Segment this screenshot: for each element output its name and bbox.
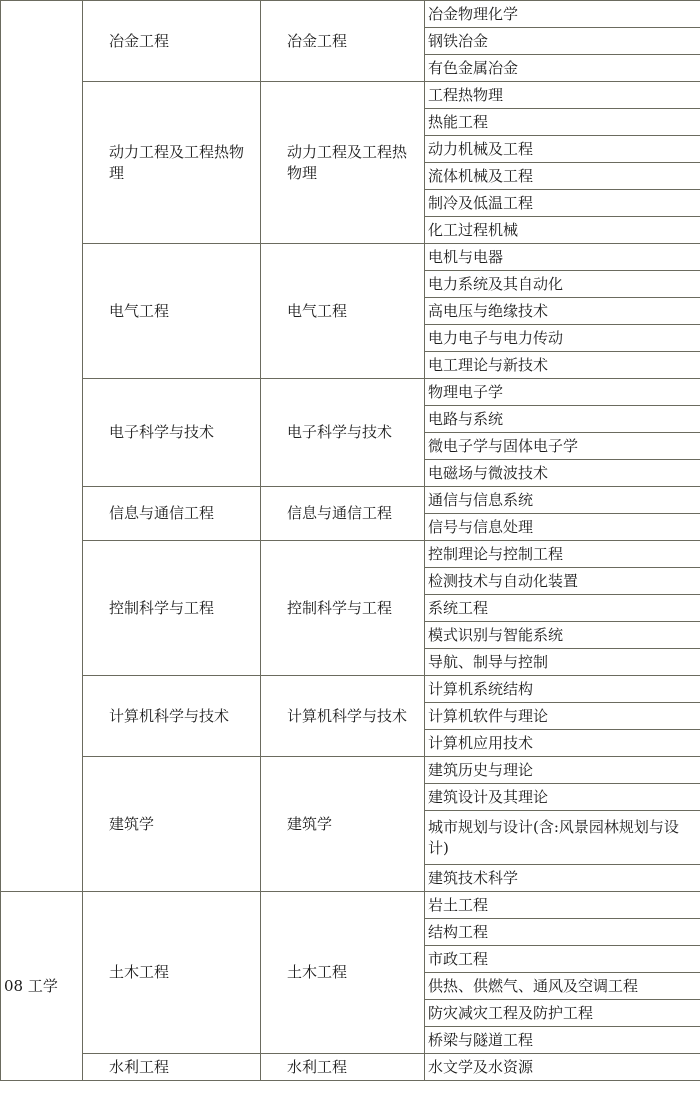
subject-label: 电力系统及其自动化 bbox=[428, 274, 564, 293]
subject-label: 控制理论与控制工程 bbox=[428, 544, 564, 563]
subject-cell bbox=[425, 541, 700, 568]
subject-label: 计算机软件与理论 bbox=[428, 706, 549, 725]
first-level-cell bbox=[261, 1, 425, 82]
discipline-cell bbox=[83, 892, 261, 1054]
first-level-label: 电气工程 bbox=[287, 301, 348, 320]
subject-cell bbox=[425, 244, 700, 271]
discipline-label: 土木工程 bbox=[109, 963, 170, 981]
first-level-cell bbox=[261, 541, 425, 676]
discipline-label: 计算机科学与技术 bbox=[109, 706, 230, 725]
subject-label: 通信与信息系统 bbox=[428, 490, 534, 509]
subject-label: 热能工程 bbox=[428, 112, 489, 131]
table-row bbox=[1, 541, 700, 568]
subject-cell bbox=[425, 568, 700, 595]
table-row bbox=[1, 244, 700, 271]
first-level-cell bbox=[261, 82, 425, 244]
subject-cell bbox=[425, 784, 700, 811]
subject-cell bbox=[425, 865, 700, 892]
subject-cell bbox=[425, 595, 700, 622]
subject-label: 建筑历史与理论 bbox=[428, 760, 534, 779]
subject-cell bbox=[425, 757, 700, 784]
subject-cell bbox=[425, 298, 700, 325]
category-cell bbox=[1, 1, 83, 892]
discipline-cell bbox=[83, 487, 261, 541]
subject-label: 制冷及低温工程 bbox=[428, 193, 534, 212]
subject-cell bbox=[425, 1000, 700, 1027]
subject-cell bbox=[425, 28, 700, 55]
subject-label: 建筑技术科学 bbox=[428, 868, 519, 887]
discipline-cell bbox=[83, 676, 261, 757]
subject-label: 结构工程 bbox=[428, 922, 489, 941]
table-row bbox=[1, 487, 700, 514]
discipline-label: 动力工程及工程热物理 bbox=[109, 142, 245, 182]
table-row bbox=[1, 676, 700, 703]
subject-label: 电机与电器 bbox=[428, 247, 504, 266]
subject-cell bbox=[425, 676, 700, 703]
subject-label: 水文学及水资源 bbox=[428, 1057, 534, 1076]
discipline-cell bbox=[83, 1, 261, 82]
subject-label: 信号与信息处理 bbox=[428, 517, 534, 536]
subject-cell bbox=[425, 352, 700, 379]
subject-cell bbox=[425, 190, 700, 217]
subject-cell bbox=[425, 460, 700, 487]
subject-cell bbox=[425, 271, 700, 298]
discipline-cell bbox=[83, 244, 261, 379]
subject-cell bbox=[425, 649, 700, 676]
table-row bbox=[1, 379, 700, 406]
subject-cell bbox=[425, 379, 700, 406]
first-level-label: 动力工程及工程热物理 bbox=[287, 142, 408, 182]
subject-cell bbox=[425, 973, 700, 1000]
subject-label: 物理电子学 bbox=[428, 382, 504, 401]
subject-cell bbox=[425, 136, 700, 163]
subject-label: 动力机械及工程 bbox=[428, 139, 534, 158]
subject-label: 计算机应用技术 bbox=[428, 733, 534, 752]
category-cell bbox=[1, 892, 83, 1081]
subject-label: 计算机系统结构 bbox=[428, 679, 534, 698]
discipline-label: 电气工程 bbox=[109, 301, 170, 320]
subject-cell bbox=[425, 892, 700, 919]
first-level-label: 计算机科学与技术 bbox=[287, 706, 408, 725]
subject-label: 化工过程机械 bbox=[428, 220, 519, 239]
subject-label: 高电压与绝缘技术 bbox=[428, 301, 549, 320]
subject-cell bbox=[425, 406, 700, 433]
subject-cell bbox=[425, 487, 700, 514]
subject-label: 工程热物理 bbox=[428, 85, 504, 104]
first-level-cell bbox=[261, 244, 425, 379]
subject-label: 建筑设计及其理论 bbox=[428, 787, 549, 806]
subject-label: 供热、供燃气、通风及空调工程 bbox=[428, 976, 639, 995]
first-level-cell bbox=[261, 892, 425, 1054]
subject-cell bbox=[425, 433, 700, 460]
subject-cell bbox=[425, 622, 700, 649]
subject-cell bbox=[425, 55, 700, 82]
subject-cell bbox=[425, 1054, 700, 1081]
subject-label: 系统工程 bbox=[428, 598, 489, 617]
discipline-label: 建筑学 bbox=[109, 814, 155, 833]
discipline-table-body bbox=[1, 1, 700, 1081]
discipline-cell bbox=[83, 1054, 261, 1081]
table-row bbox=[1, 82, 700, 109]
discipline-label: 控制科学与工程 bbox=[109, 598, 215, 617]
first-level-cell bbox=[261, 676, 425, 757]
discipline-cell bbox=[83, 541, 261, 676]
discipline-label: 电子科学与技术 bbox=[109, 423, 215, 441]
table-row bbox=[1, 1054, 700, 1081]
first-level-cell bbox=[261, 487, 425, 541]
subject-cell bbox=[425, 109, 700, 136]
subject-cell bbox=[425, 1, 700, 28]
subject-label: 导航、制导与控制 bbox=[428, 652, 549, 671]
first-level-cell bbox=[261, 1054, 425, 1081]
first-level-label: 信息与通信工程 bbox=[287, 504, 393, 522]
subject-label: 冶金物理化学 bbox=[428, 4, 519, 23]
table-row bbox=[1, 1, 700, 28]
subject-label: 流体机械及工程 bbox=[428, 166, 534, 185]
subject-cell bbox=[425, 325, 700, 352]
subject-label: 有色金属冶金 bbox=[428, 58, 519, 77]
first-level-cell bbox=[261, 757, 425, 892]
first-level-label: 建筑学 bbox=[287, 814, 333, 833]
subject-label: 电力电子与电力传动 bbox=[428, 328, 564, 347]
subject-label: 市政工程 bbox=[428, 949, 489, 968]
subject-cell bbox=[425, 82, 700, 109]
subject-cell bbox=[425, 919, 700, 946]
table-row bbox=[1, 757, 700, 784]
subject-label: 城市规划与设计(含:风景园林规划与设计) bbox=[428, 817, 679, 857]
discipline-cell bbox=[83, 379, 261, 487]
first-level-label: 冶金工程 bbox=[287, 31, 348, 50]
discipline-label: 冶金工程 bbox=[109, 31, 170, 50]
category-label: 08 工学 bbox=[4, 976, 58, 995]
discipline-label: 水利工程 bbox=[109, 1057, 170, 1076]
subject-label: 检测技术与自动化装置 bbox=[428, 571, 579, 590]
discipline-cell bbox=[83, 82, 261, 244]
subject-cell bbox=[425, 514, 700, 541]
subject-cell bbox=[425, 703, 700, 730]
subject-label: 钢铁冶金 bbox=[428, 31, 489, 50]
subject-label: 电磁场与微波技术 bbox=[428, 463, 549, 482]
discipline-label: 信息与通信工程 bbox=[109, 504, 215, 522]
subject-cell bbox=[425, 163, 700, 190]
first-level-label: 电子科学与技术 bbox=[287, 423, 393, 441]
table-row bbox=[1, 892, 700, 919]
subject-cell bbox=[425, 1027, 700, 1054]
subject-cell bbox=[425, 730, 700, 757]
subject-label: 微电子学与固体电子学 bbox=[428, 436, 579, 455]
first-level-cell bbox=[261, 379, 425, 487]
first-level-label: 控制科学与工程 bbox=[287, 598, 393, 617]
subject-label: 桥梁与隧道工程 bbox=[428, 1030, 534, 1049]
subject-label: 模式识别与智能系统 bbox=[428, 625, 564, 644]
subject-label: 电路与系统 bbox=[428, 409, 504, 428]
subject-label: 电工理论与新技术 bbox=[428, 355, 549, 374]
subject-cell bbox=[425, 217, 700, 244]
first-level-label: 水利工程 bbox=[287, 1057, 348, 1076]
first-level-label: 土木工程 bbox=[287, 963, 348, 981]
subject-cell bbox=[425, 811, 700, 865]
subject-cell bbox=[425, 946, 700, 973]
subject-label: 岩土工程 bbox=[428, 895, 489, 914]
subject-label: 防灾减灾工程及防护工程 bbox=[428, 1003, 594, 1022]
discipline-cell bbox=[83, 757, 261, 892]
